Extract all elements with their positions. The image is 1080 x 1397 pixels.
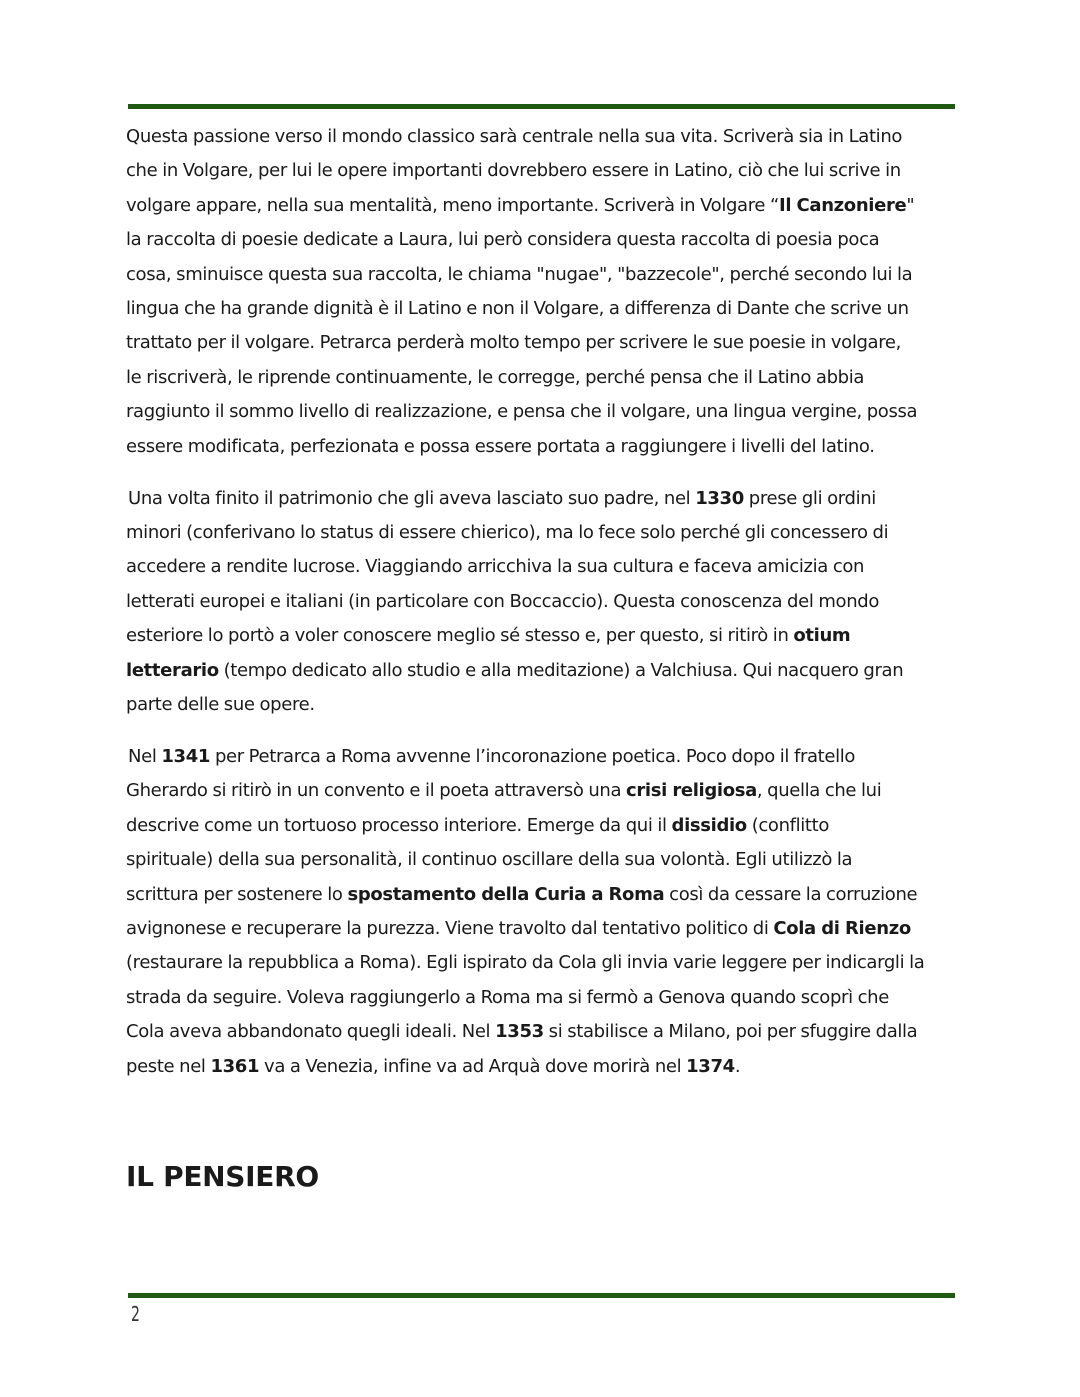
text-line: letterati europei e italiani (in particolare con Boccaccio). Questa conoscenza del mondo bbox=[126, 590, 879, 612]
bold-term: crisi religiosa bbox=[626, 780, 757, 802]
text-line: spirituale) della sua personalità, il continuo oscillare della sua volontà. Egli utilizzò la bbox=[126, 849, 853, 871]
text-line: Una volta finito il patrimonio che gli aveva lasciato suo padre, nel 1330 prese gli ordini bbox=[128, 487, 876, 509]
section-heading: IL PENSIERO bbox=[126, 1160, 319, 1193]
bottom-divider bbox=[128, 1293, 955, 1298]
text-line: avignonese e recuperare la purezza. Viene travolto dal tentativo politico di Cola di Rienzo bbox=[126, 917, 911, 939]
text-line: Gherardo si ritirò in un convento e il poeta attraversò una crisi religiosa, quella che lui bbox=[126, 780, 882, 802]
page-number: 2 bbox=[131, 1302, 140, 1326]
text-line: la raccolta di poesie dedicate a Laura, lui però considera questa raccolta di poesia poca bbox=[126, 229, 880, 251]
text-line: peste nel 1361 va a Venezia, infine va ad Arquà dove morirà nel 1374. bbox=[126, 1055, 741, 1077]
text-line: volgare appare, nella sua mentalità, meno importante. Scriverà in Volgare “Il Canzoniere" bbox=[126, 194, 915, 216]
bold-year: 1330 bbox=[695, 487, 744, 509]
text-line: letterario (tempo dedicato allo studio e alla meditazione) a Valchiusa. Qui nacquero gran bbox=[126, 659, 904, 681]
text-line: (restaurare la repubblica a Roma). Egli ispirato da Cola gli invia varie leggere per indicargli la bbox=[126, 952, 925, 974]
bold-term: spostamento della Curia a Roma bbox=[347, 883, 665, 905]
text-line: accedere a rendite lucrose. Viaggiando arricchiva la sua cultura e faceva amicizia con bbox=[126, 556, 865, 578]
bold-term: otium bbox=[793, 625, 851, 647]
bold-term: Il Canzoniere bbox=[778, 194, 907, 216]
bold-term: letterario bbox=[126, 659, 219, 681]
text-line: strada da seguire. Voleva raggiungerlo a Roma ma si fermò a Genova quando scoprì che bbox=[126, 986, 889, 1008]
paragraph-3 bbox=[126, 740, 952, 1084]
document-body bbox=[126, 120, 952, 1084]
bold-year: 1361 bbox=[210, 1055, 260, 1077]
top-divider bbox=[128, 104, 955, 109]
text-line: raggiunto il sommo livello di realizzazione, e pensa che il volgare, una lingua vergine, possa bbox=[126, 401, 918, 423]
text-line: lingua che ha grande dignità è il Latino e non il Volgare, a differenza di Dante che scrive un bbox=[126, 298, 909, 320]
text-line: Cola aveva abbandonato quegli ideali. Nel 1353 si stabilisce a Milano, poi per sfuggire dalla bbox=[126, 1021, 918, 1043]
text-line: descrive come un tortuoso processo interiore. Emerge da qui il dissidio (conflitto bbox=[126, 814, 830, 836]
text-line: Nel 1341 per Petrarca a Roma avvenne l’incoronazione poetica. Poco dopo il fratello bbox=[128, 745, 856, 767]
text-line: che in Volgare, per lui le opere importanti dovrebbero essere in Latino, ciò che lui scrive in bbox=[126, 160, 901, 182]
text-line: minori (conferivano lo status di essere chierico), ma lo fece solo perché gli concessero di bbox=[126, 521, 889, 543]
bold-year: 1374 bbox=[686, 1055, 735, 1077]
text-line: essere modificata, perfezionata e possa essere portata a raggiungere i livelli del latino. bbox=[126, 435, 875, 457]
paragraph-2 bbox=[126, 482, 952, 723]
text-line: parte delle sue opere. bbox=[126, 694, 315, 715]
text-line: esteriore lo portò a voler conoscere meglio sé stesso e, per questo, si ritirò in otium bbox=[126, 625, 851, 647]
paragraph-1 bbox=[126, 120, 952, 464]
bold-term: dissidio bbox=[671, 814, 747, 836]
bold-year: 1353 bbox=[495, 1021, 544, 1043]
text-line: cosa, sminuisce questa sua raccolta, le chiama "nugae", "bazzecole", perché secondo lui la bbox=[126, 263, 913, 285]
text-line: scrittura per sostenere lo spostamento della Curia a Roma così da cessare la corruzione bbox=[126, 883, 918, 905]
bold-year: 1341 bbox=[161, 745, 211, 767]
text-line: trattato per il volgare. Petrarca perderà molto tempo per scrivere le sue poesie in volgare, bbox=[126, 332, 901, 354]
text-line: le riscriverà, le riprende continuamente, le corregge, perché pensa che il Latino abbia bbox=[126, 366, 865, 388]
text-line: Questa passione verso il mondo classico sarà centrale nella sua vita. Scriverà sia in Latino bbox=[126, 126, 903, 147]
bold-term: Cola di Rienzo bbox=[773, 917, 911, 939]
